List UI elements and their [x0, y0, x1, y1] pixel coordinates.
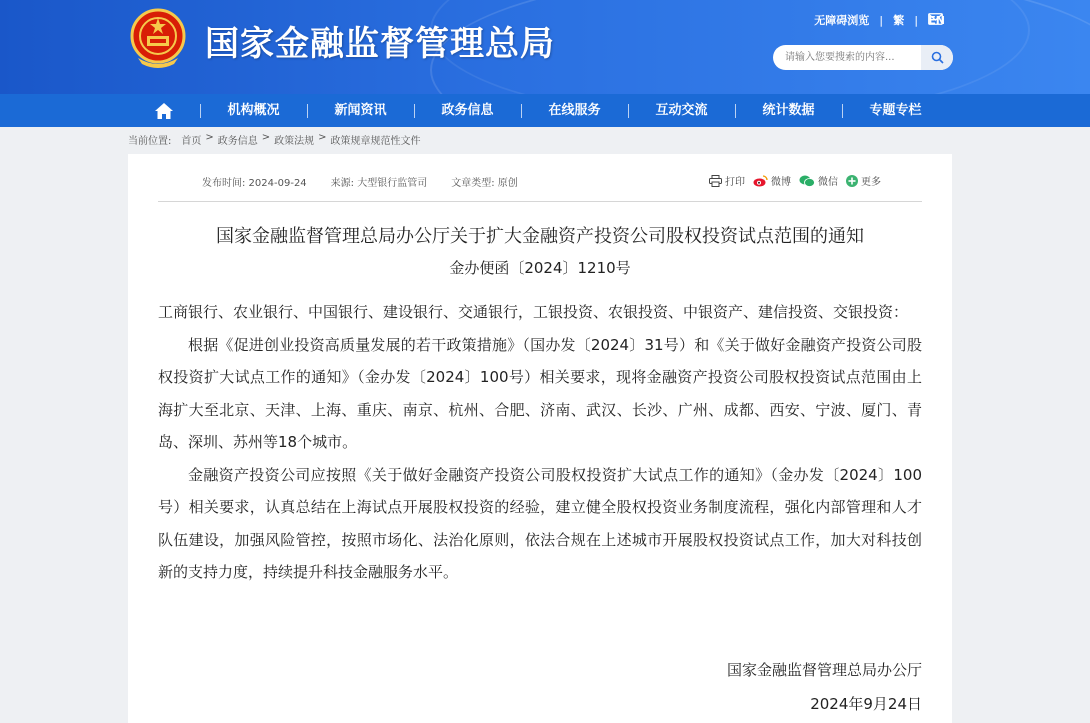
more-label: 更多	[861, 177, 881, 188]
nav-item-news[interactable]: 新闻资讯	[307, 94, 414, 127]
print-button[interactable]	[709, 173, 745, 188]
site-header	[0, 0, 1090, 94]
breadcrumb-government-info[interactable]: 政务信息	[217, 136, 258, 147]
more-share-icon	[846, 175, 858, 187]
breadcrumb-sep: >	[261, 132, 271, 143]
english-link[interactable]: EN	[928, 13, 945, 27]
divider: |	[879, 13, 884, 27]
weibo-share-button[interactable]	[753, 173, 791, 188]
breadcrumb-policies[interactable]: 政策法规	[274, 136, 315, 147]
accessibility-link[interactable]: 无障碍浏览	[814, 14, 870, 27]
main-nav	[0, 94, 1090, 127]
meta-divider	[158, 201, 922, 202]
nav-item-statistics[interactable]: 统计数据	[735, 94, 842, 127]
document-number: 金办便函〔2024〕1210号	[449, 259, 631, 277]
nav-item-special-topics[interactable]: 专题专栏	[842, 94, 949, 127]
nav-item-interaction[interactable]: 互动交流	[628, 94, 735, 127]
national-emblem-icon[interactable]	[128, 8, 188, 70]
printer-icon	[709, 175, 722, 187]
breadcrumb-sep: >	[205, 132, 214, 143]
body-paragraph: 根据《促进创业投资高质量发展的若干政策措施》（国办发〔2024〕31号）和《关于做好金融资产投资公司股权投资扩大试点工作的通知》（金办发〔2024〕100号）相关要求，现将金融资产投资公司股权投资试点范围由上海扩大至北京、天津、上海、重庆、南京、杭州、合肥、济南、武汉、长沙、广州、成都、西安、宁波、厦门、青岛、深圳、苏州等18个城市。	[158, 335, 922, 451]
article-type: 文章类型: 原创	[451, 178, 518, 189]
search-input[interactable]	[773, 45, 921, 70]
breadcrumb	[128, 132, 421, 147]
traditional-chinese-link[interactable]: 繁	[893, 14, 905, 27]
search-box	[773, 45, 953, 70]
wechat-label: 微信	[818, 177, 838, 188]
nav-item-about[interactable]: 机构概况	[200, 94, 307, 127]
article-panel	[128, 154, 952, 723]
addressees: 工商银行、农业银行、中国银行、建设银行、交通银行，工银投资、农银投资、中银资产、建信投资、交银投资：	[158, 303, 909, 321]
divider: |	[914, 13, 919, 27]
home-icon	[154, 102, 174, 120]
print-label: 打印	[725, 177, 745, 188]
breadcrumb-current[interactable]: 政策规章规范性文件	[330, 136, 421, 147]
nav-item-online-services[interactable]: 在线服务	[521, 94, 628, 127]
article-body	[158, 296, 922, 589]
article-source: 来源: 大型银行监管司	[330, 178, 428, 189]
more-share-button[interactable]	[846, 173, 881, 188]
weibo-icon	[753, 175, 768, 187]
mail-icon[interactable]	[928, 13, 943, 25]
share-toolbar	[709, 173, 881, 188]
nav-home-button[interactable]	[128, 94, 200, 127]
breadcrumb-home[interactable]: 首页	[181, 136, 202, 147]
publish-time: 发布时间: 2024-09-24	[202, 178, 307, 189]
weibo-label: 微博	[771, 177, 791, 188]
nav-item-government-info[interactable]: 政务信息	[414, 94, 521, 127]
wechat-share-button[interactable]	[799, 173, 838, 188]
article-title: 国家金融监督管理总局办公厅关于扩大金融资产投资公司股权投资试点范围的通知	[216, 226, 864, 247]
search-button[interactable]	[921, 45, 953, 70]
breadcrumb-sep: >	[318, 132, 327, 143]
wechat-icon	[799, 175, 815, 187]
body-paragraph: 金融资产投资公司应按照《关于做好金融资产投资公司股权投资扩大试点工作的通知》（金办发〔2024〕100号）相关要求，认真总结在上海试点开展股权投资的经验，建立健全股权投资业务制度流程，强化内部管理和人才队伍建设，加强风险管控，按照市场化、法治化原则，依法合规在上述城市开展股权投资试点工作，加大对科技创新的支持力度，持续提升科技金融服务水平。	[158, 465, 922, 581]
signature: 国家金融监督管理总局办公厅	[726, 661, 922, 679]
breadcrumb-label: 当前位置:	[128, 136, 172, 147]
top-links	[814, 12, 945, 28]
site-title[interactable]: 国家金融监督管理总局	[205, 24, 555, 64]
article-meta	[202, 174, 518, 189]
signature-date: 2024年9月24日	[810, 695, 922, 713]
search-icon	[931, 51, 944, 64]
